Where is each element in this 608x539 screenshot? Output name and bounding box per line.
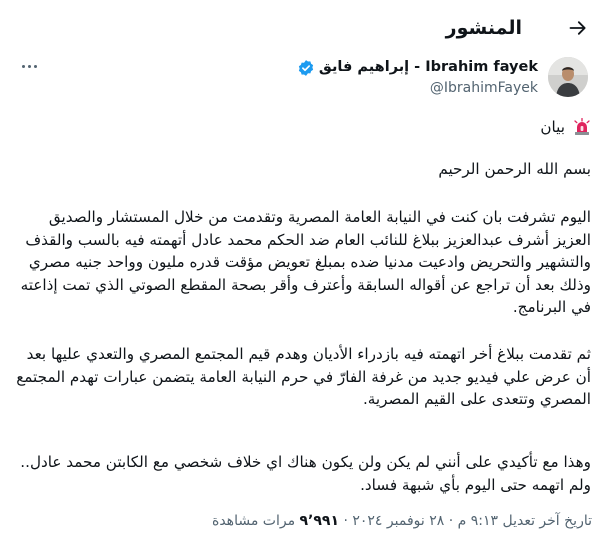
profile-photo	[548, 57, 588, 97]
dot	[28, 65, 31, 68]
post-paragraph-2: ثم تقدمت ببلاغ أخر اتهمته فيه بازدراء الأديان وهدم قيم المجتمع المصري والتعدي عليها بعد أن عرض علي فيديو جديد من غرفة الفارّ في حرم النيابة العامة يتضمن عبارات تهدم المجتمع المصري وتتعدى على القيم المصرية.	[16, 345, 591, 409]
author-handle[interactable]: @IbrahimFayek	[429, 80, 538, 96]
avatar[interactable]	[548, 57, 588, 97]
post-basmala: بسم الله الرحمن الرحيم	[438, 160, 591, 178]
page-title: المنشور	[445, 17, 522, 39]
dot	[22, 65, 25, 68]
arrow-right-icon	[568, 18, 588, 38]
author-display-name[interactable]: Ibrahim fayek - إبراهيم فايق	[318, 59, 538, 75]
dot	[34, 65, 37, 68]
author-name-row	[297, 58, 538, 77]
post-paragraph-3: وهذا مع تأكيدي على أنني لم يكن ولن يكون هناك اي خلاف شخصي مع الكابتن محمد عادل.. ولم اتهمه حتى اليوم بأي شبهة فساد.	[20, 453, 591, 494]
top-bar	[0, 0, 608, 56]
back-button[interactable]	[564, 14, 592, 42]
more-options-button[interactable]	[18, 58, 40, 74]
views-count: ٩٬٩٩١	[299, 513, 340, 529]
post-heading-text: بيان	[540, 118, 565, 136]
rotating-light-icon	[573, 118, 591, 136]
post-heading	[16, 116, 591, 139]
views-label: مرات مشاهدة	[212, 513, 300, 529]
edited-timestamp[interactable]: تاريخ آخر تعديل ٩:١٣ م · ٢٨ نوفمبر ٢٠٢٤ ·	[339, 513, 592, 529]
post-paragraph-1: اليوم تشرفت بان كنت في النيابة العامة المصرية وتقدمت من خلال المستشار والصديق العزيز أشرف عبدالعزيز ببلاغ للنائب العام ضد الحكم محمد عادل أتهمته فيه بالسب والقذف والتشهير والتحريض وادعيت مدنيا ضده بمبلغ تعويض مؤقت قدره مليون وواحد جنيه مصري وذلك بعد أن تراجع عن أقواله السابقة وأعترف وأقر بصحة المقطع الصوتي الذي تمت إذاعته في البرنامج.	[20, 208, 591, 317]
verified-badge-icon	[297, 59, 315, 77]
post-meta	[212, 511, 592, 531]
